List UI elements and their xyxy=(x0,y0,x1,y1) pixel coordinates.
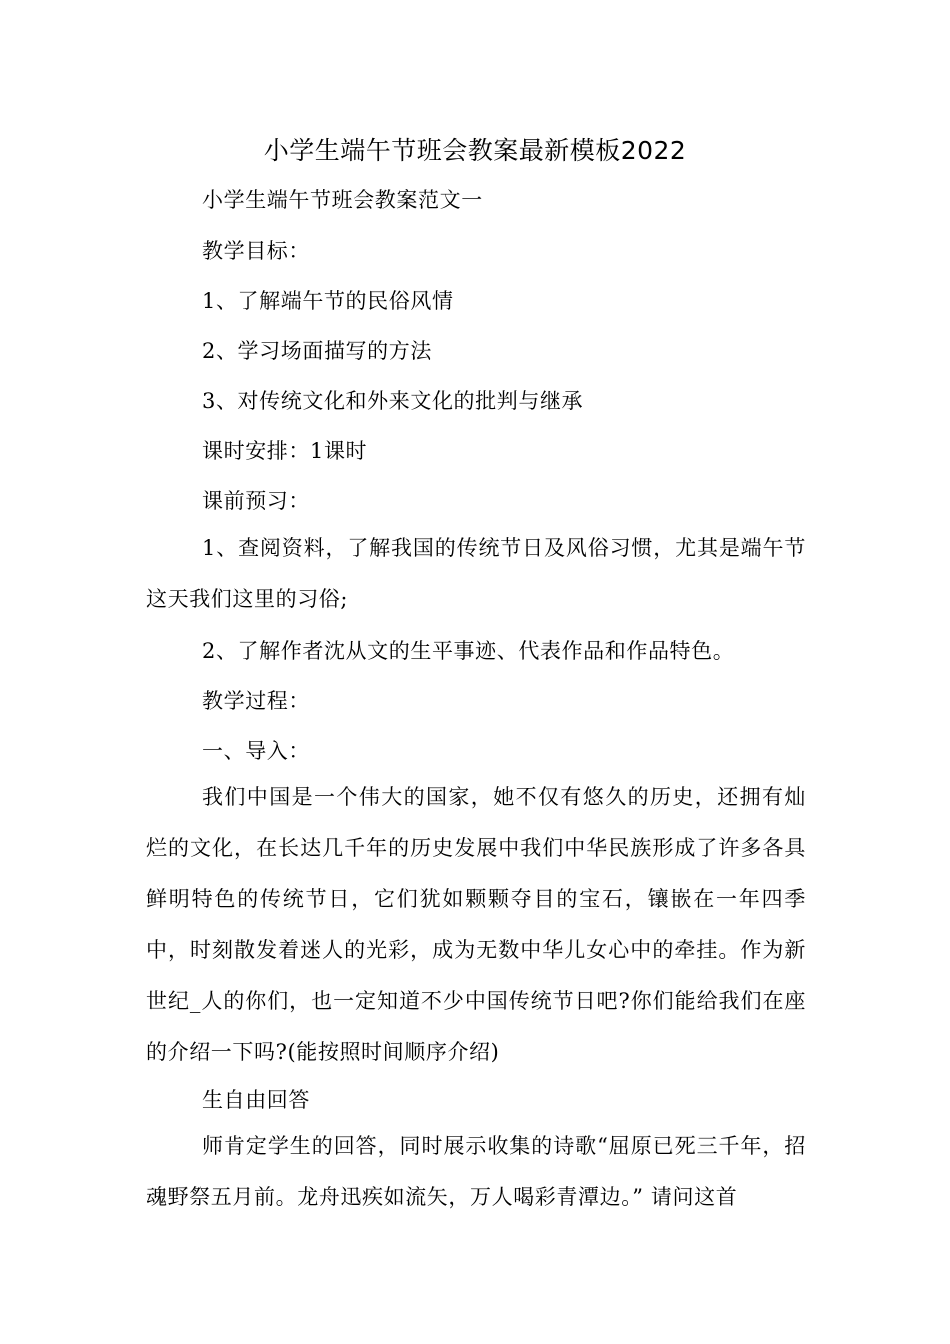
objectives-heading: 教学目标： xyxy=(202,239,310,263)
process-heading: 教学过程： xyxy=(202,689,310,713)
document-title: 小学生端午节班会教案最新模板2022 xyxy=(263,136,687,165)
objective-item-1: 1、了解端午节的民俗风情 xyxy=(202,289,454,313)
student-answer: 生自由回答 xyxy=(202,1088,310,1112)
intro-paragraph: 我们中国是一个伟大的国家，她不仅有悠久的历史，还拥有灿烂的文化，在长达几千年的历史发展中我们中华民族形成了许多各具鲜明特色的传统节日，它们犹如颗颗夺目的宝石，镶嵌在一年四季中，时刻散发着迷人的光彩，成为无数中华儿女心中的牵挂。作为新世纪_人的你们，也一定知道不少中国传统节日吧?你们能给我们在座的介绍一下吗?(能按照时间顺序介绍) xyxy=(146,785,806,1064)
teacher-paragraph: 师肯定学生的回答，同时展示收集的诗歌“屈原已死三千年，招魂野祭五月前。龙舟迅疾如流矢，万人喝彩青潭边。” 请问这首 xyxy=(146,1134,806,1209)
subtitle: 小学生端午节班会教案范文一 xyxy=(202,188,483,212)
objective-item-3: 3、对传统文化和外来文化的批判与继承 xyxy=(202,389,584,413)
preview-heading: 课前预习： xyxy=(202,489,310,513)
objective-item-2: 2、学习场面描写的方法 xyxy=(202,339,432,363)
preview-item-1: 1、查阅资料，了解我国的传统节日及风俗习惯，尤其是端午节这天我们这里的习俗; xyxy=(146,536,806,611)
preview-item-2: 2、了解作者沈从文的生平事迹、代表作品和作品特色。 xyxy=(202,639,735,663)
schedule-line: 课时安排：1课时 xyxy=(202,439,368,463)
section-1-heading: 一、导入： xyxy=(202,739,310,763)
